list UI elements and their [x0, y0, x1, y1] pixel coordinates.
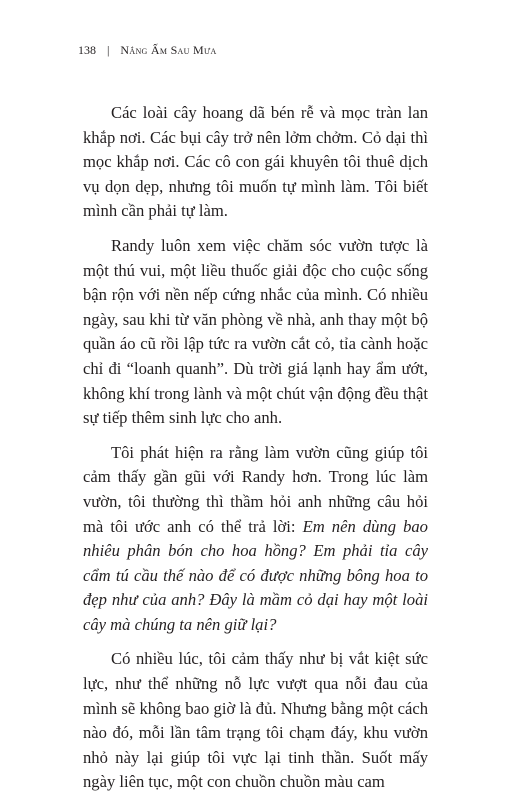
- paragraph-3: [83, 441, 428, 638]
- paragraph-3-text: Tôi phát hiện ra rằng làm vườn cũng giúp tôi cảm thấy gần gũi với Randy hơn. Trong lúc làm vườn, tôi thường thì thầm hỏi anh những câu hỏi mà tôi ước anh có thể trả lời:: [83, 442, 428, 536]
- running-header: [78, 42, 217, 58]
- page-number: 138: [78, 43, 96, 57]
- paragraph-4: Có nhiều lúc, tôi cảm thấy như bị vắt kiệt sức lực, như thể những nỗ lực vượt qua nỗi đau của mình sẽ không bao giờ là đủ. Nhưng bằng một cách nào đó, mỗi lần tâm trạng tôi chạm đáy, khu vườn nhỏ này lại giúp tôi vực lại tinh thần. Suốt mấy ngày liên tục, một con chuồn chuồn màu cam: [83, 649, 428, 792]
- paragraph-1: Các loài cây hoang dã bén rễ và mọc tràn lan khắp nơi. Các bụi cây trở nên lởm chởm. Cỏ dại thì mọc khắp nơi. Các cô con gái khuyên tôi thuê dịch vụ dọn dẹp, nhưng tôi muốn tự mình làm. Tôi biết mình cần phải tự làm.: [83, 103, 428, 221]
- book-title: Nắng Ấm Sau Mưa: [120, 43, 217, 57]
- header-separator: |: [107, 43, 110, 57]
- paragraph-2: Randy luôn xem việc chăm sóc vườn tược là một thú vui, một liều thuốc giải độc cho cuộc sống bận rộn với nền nếp cứng nhắc của mình. Có nhiều ngày, sau khi từ văn phòng về nhà, anh thay một bộ quần áo cũ rồi lập tức ra vườn cắt cỏ, tỉa cành hoặc chỉ đi “loanh quanh”. Dù trời giá lạnh hay ẩm ướt, không khí trong lành và một chút vận động đều thật sự tiếp thêm sinh lực cho anh.: [83, 235, 428, 428]
- paragraph-3-italic-questions: Em nên dùng bao nhiêu phân bón cho hoa hồng? Em phải tỉa cây cẩm tú cầu thế nào để có được những bông hoa to đẹp như của anh? Đây là mầm cỏ dại hay một loài cây mà chúng ta nên giữ lại?: [83, 516, 428, 634]
- body-text: [83, 101, 428, 805]
